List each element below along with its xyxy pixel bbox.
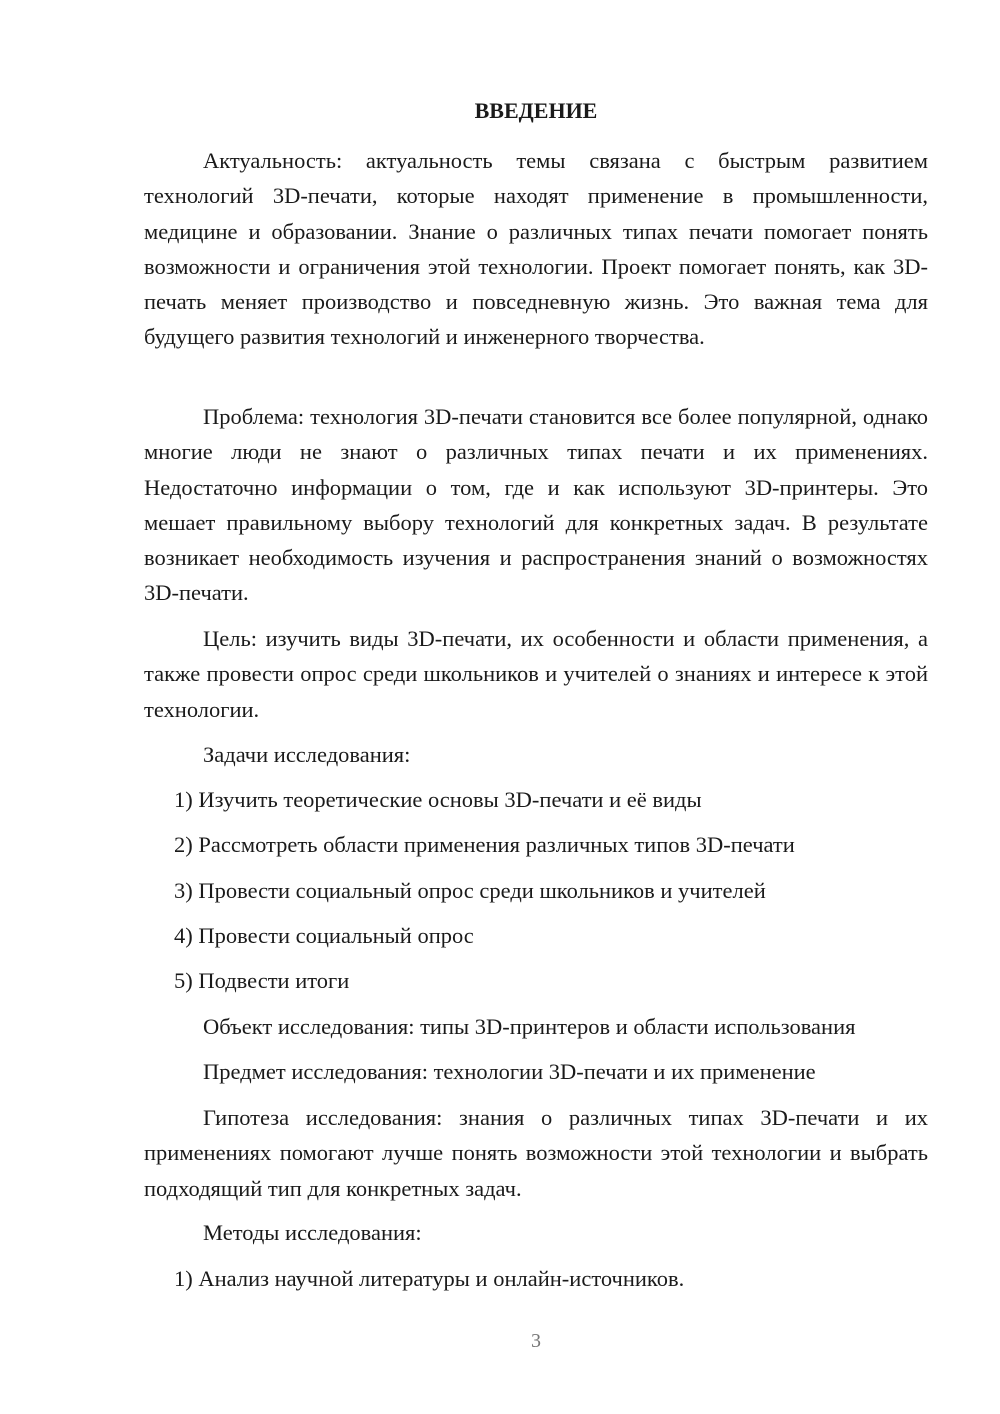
methods-title: Методы исследования:	[203, 1220, 422, 1245]
page-number: 3	[531, 1330, 541, 1352]
task-item: 4) Провести социальный опрос	[174, 923, 474, 948]
task-item: 1) Изучить теоретические основы 3D-печати и её виды	[174, 787, 702, 812]
task-item: 5) Подвести итоги	[174, 968, 350, 993]
problem-paragraph: Проблема: технология 3D-печати становится все более популярной, однако многие люди не знают о различных типах печати и их применениях. Недостаточно информации о том, где и как используют 3D-принтеры. Это мешает правильному выбору технологий для конкретных задач. В результате возникает необходимость изучения и распространения знаний о возможностях 3D-печати.	[144, 404, 928, 606]
research-subject: Предмет исследования: технологии 3D-печати и их применение	[203, 1059, 816, 1084]
section-heading: ВВЕДЕНИЕ	[474, 98, 598, 123]
goal-paragraph: Цель: изучить виды 3D-печати, их особенности и области применения, а также провести опрос среди школьников и учителей о знаниях и интересе к этой технологии.	[144, 626, 928, 722]
task-item: 3) Провести социальный опрос среди школьников и учителей	[174, 878, 766, 903]
relevance-paragraph: Актуальность: актуальность темы связана с быстрым развитием технологий 3D-печати, которые находят применение в промышленности, медицине и образовании. Знание о различных типах печати помогает понять возможности и ограничения этой технологии. Проект помогает понять, как 3D-печать меняет производство и повседневную жизнь. Это важная тема для будущего развития технологий и инженерного творчества.	[144, 148, 928, 350]
tasks-title: Задачи исследования:	[203, 742, 411, 767]
method-item: 1) Анализ научной литературы и онлайн-источников.	[174, 1266, 685, 1291]
hypothesis-paragraph: Гипотеза исследования: знания о различных типах 3D-печати и их применениях помогают лучше понять возможности этой технологии и выбрать подходящий тип для конкретных задач.	[144, 1105, 928, 1201]
research-object: Объект исследования: типы 3D-принтеров и области использования	[203, 1014, 856, 1039]
task-item: 2) Рассмотреть области применения различных типов 3D-печати	[174, 832, 795, 857]
